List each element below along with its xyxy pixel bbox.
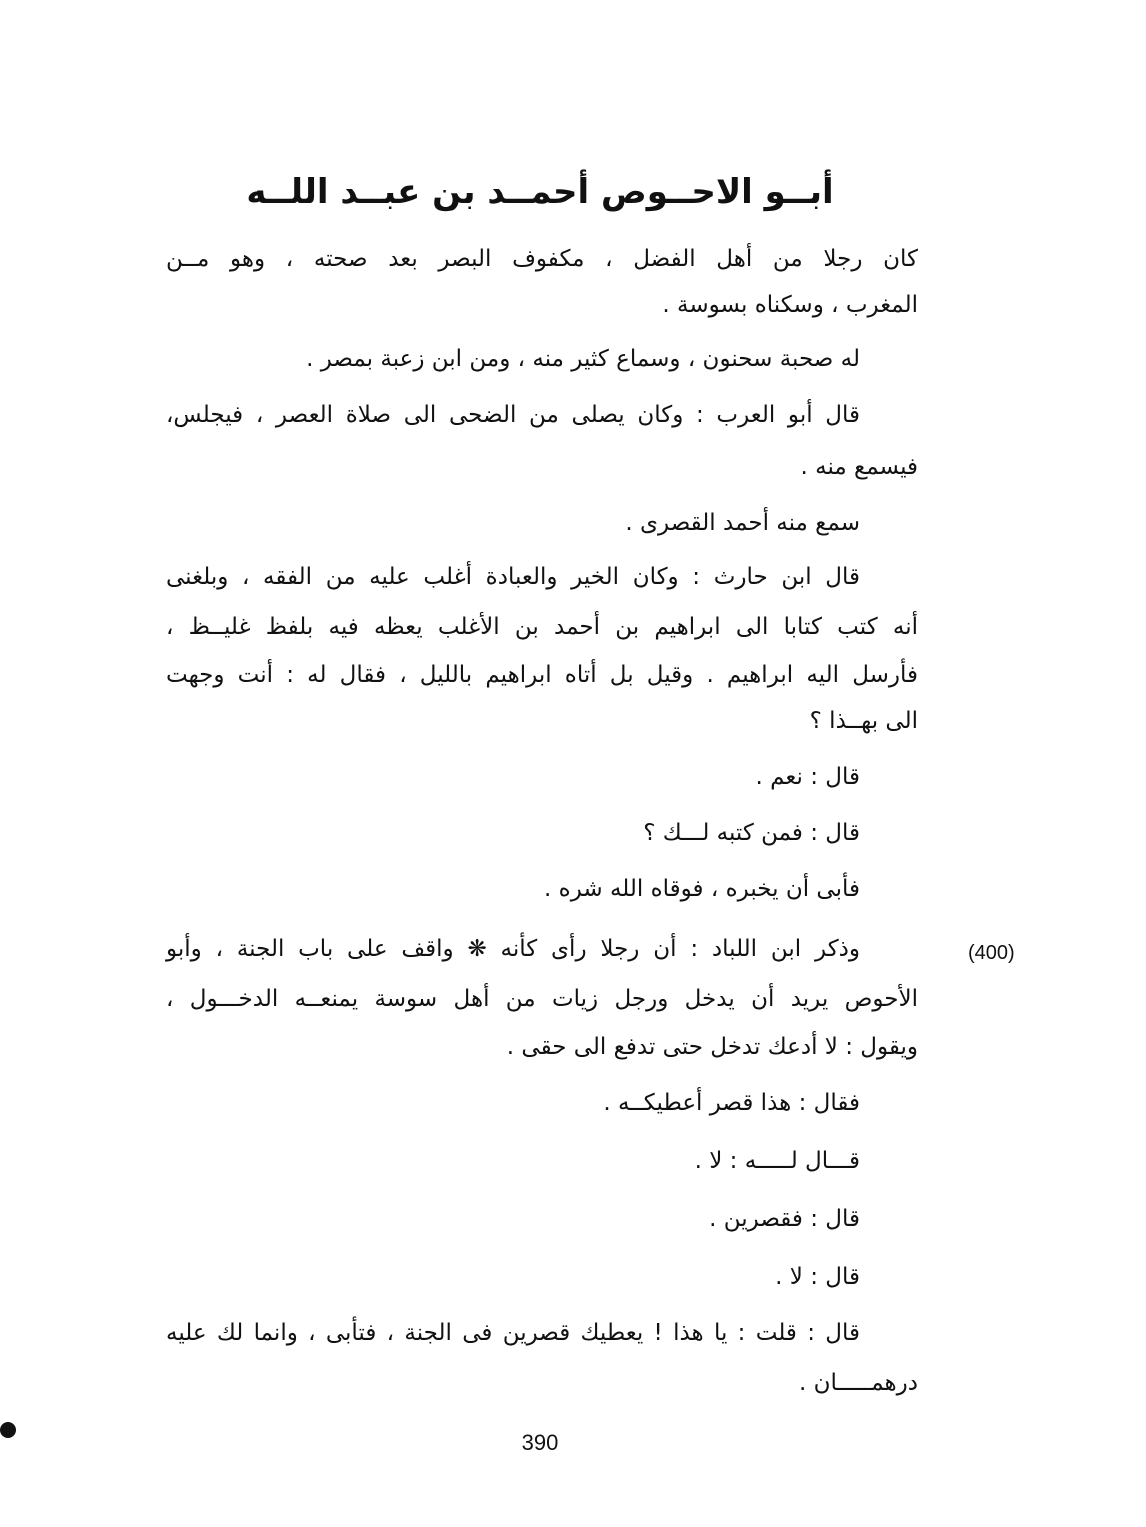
text-line: فأرسل اليه ابراهيم . وقيل بل أتاه ابراهيم بالليل ، فقال له : أنت وجهت (166, 662, 918, 688)
text-line: فيسمع منه . (800, 454, 918, 480)
text-line: قال : لا . (775, 1264, 860, 1290)
text-line: قال : قلت : يا هذا ! يعطيك قصرين فى الجنة ، فتأبى ، وانما لك عليه (166, 1320, 860, 1346)
entry-title: أبــو الاحــوص أحمــد بن عبــد اللــه (246, 172, 834, 212)
ink-dot (0, 1422, 16, 1438)
page-number: 390 (521, 1430, 559, 1455)
text-line: قـــال لـــــه : لا . (694, 1148, 860, 1174)
text-line: له صحبة سحنون ، وسماع كثير منه ، ومن ابن زعبة بمصر . (306, 346, 860, 372)
text-line: درهمـــــان . (799, 1370, 918, 1396)
text-line: وذكر ابن اللباد : أن رجلا رأى كأنه ❋ واقف على باب الجنة ، وأبو (166, 936, 860, 962)
text-line: الى بهــذا ؟ (809, 708, 918, 734)
text-line: فقال : هذا قصر أعطيكــه . (603, 1090, 860, 1116)
text-line: فأبى أن يخبره ، فوقاه الله شره . (544, 876, 860, 902)
text-line: الأحوص يريد أن يدخل ورجل زيات من أهل سوسة يمنعــه الدخـــول ، (166, 986, 918, 1012)
text-line: ويقول : لا أدعك تدخل حتى تدفع الى حقى . (506, 1034, 918, 1060)
margin-reference-number: (400) (968, 942, 1015, 964)
text-line: أنه كتب كتابا الى ابراهيم بن أحمد بن الأغلب يعظه فيه بلفظ غليــظ ، (166, 614, 918, 640)
text-line: سمع منه أحمد القصرى . (625, 510, 860, 536)
text-line: كان رجلا من أهل الفضل ، مكفوف البصر بعد صحته ، وهو مــن (166, 246, 918, 272)
text-line: قال : فمن كتبه لـــك ؟ (643, 820, 860, 846)
text-line: قال ابن حارث : وكان الخير والعبادة أغلب عليه من الفقه ، وبلغنى (166, 564, 860, 590)
text-line: قال : فقصرين . (709, 1206, 860, 1232)
text-line: قال أبو العرب : وكان يصلى من الضحى الى صلاة العصر ، فيجلس، (166, 402, 860, 428)
text-line: المغرب ، وسكناه بسوسة . (662, 292, 918, 318)
text-line: قال : نعم . (755, 764, 860, 790)
